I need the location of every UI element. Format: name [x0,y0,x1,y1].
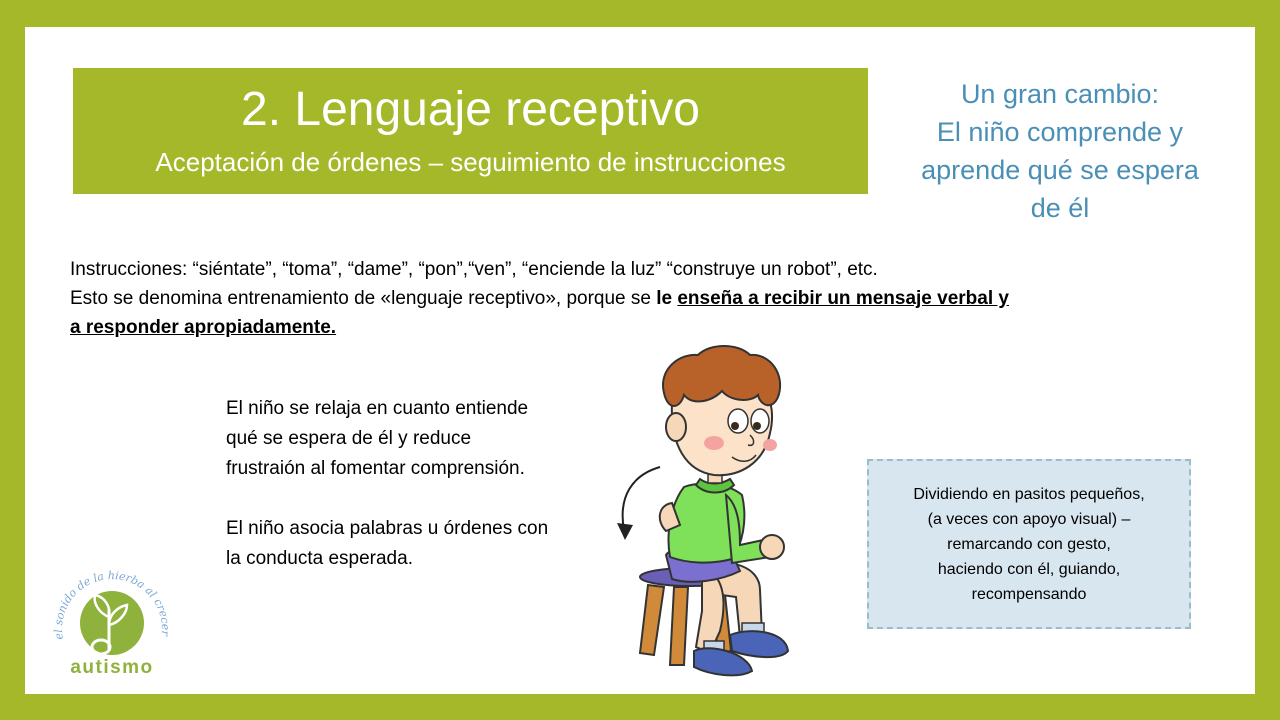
logo-emblem [47,547,177,675]
side-note-line: El niño comprende y [936,117,1184,147]
sit-down-arrow-icon [623,467,660,530]
strategy-line: haciendo con él, guiando, [937,560,1121,578]
title-banner [73,68,868,194]
definition-emphasis: enseña a recibir un mensaje verbal y [677,288,1009,309]
strategy-line: (a veces con apoyo visual) – [927,510,1131,528]
definition-plain: Esto se denomina entrenamiento de «lenguaje receptivo», porque se [70,288,657,309]
instructions-line: Instrucciones: “siéntate”, “toma”, “dame”, “pon”,“ven”, “enciende la luz” “construye un robot”, etc. [70,259,878,280]
logo-arc-text: el sonido de la hierba al crecer [51,569,173,641]
side-note-line: aprende qué se espera [921,155,1199,185]
slide-subtitle: Aceptación de órdenes – seguimiento de instrucciones [155,147,786,177]
strategy-box [867,459,1191,629]
definition-bold: le [656,288,678,309]
intro-text [70,255,1170,342]
side-note-line: de él [1030,193,1090,223]
strategy-line: recompensando [971,585,1087,603]
middle-line: El niño asocia palabras u órdenes con [226,518,549,539]
logo-wordmark: autismo [70,657,154,678]
middle-line: frustraión al fomentar comprensión. [226,458,525,479]
middle-line: El niño se relaja en cuanto entiende [226,398,529,419]
strategy-line: remarcando con gesto, [947,535,1111,553]
slide-title: 2. Lenguaje receptivo [241,83,700,136]
slide [25,27,1255,694]
definition-emphasis-2: a responder apropiadamente. [70,317,337,338]
definition-line [70,284,1170,313]
strategy-line: Dividiendo en pasitos pequeños, [913,485,1145,503]
middle-text [226,394,606,574]
sitting-boy-illustration [610,335,800,680]
side-note-line: Un gran cambio: [960,79,1160,109]
middle-line: qué se espera de él y reduce [226,428,472,449]
middle-line: la conducta esperada. [226,548,413,569]
side-note [885,75,1235,227]
